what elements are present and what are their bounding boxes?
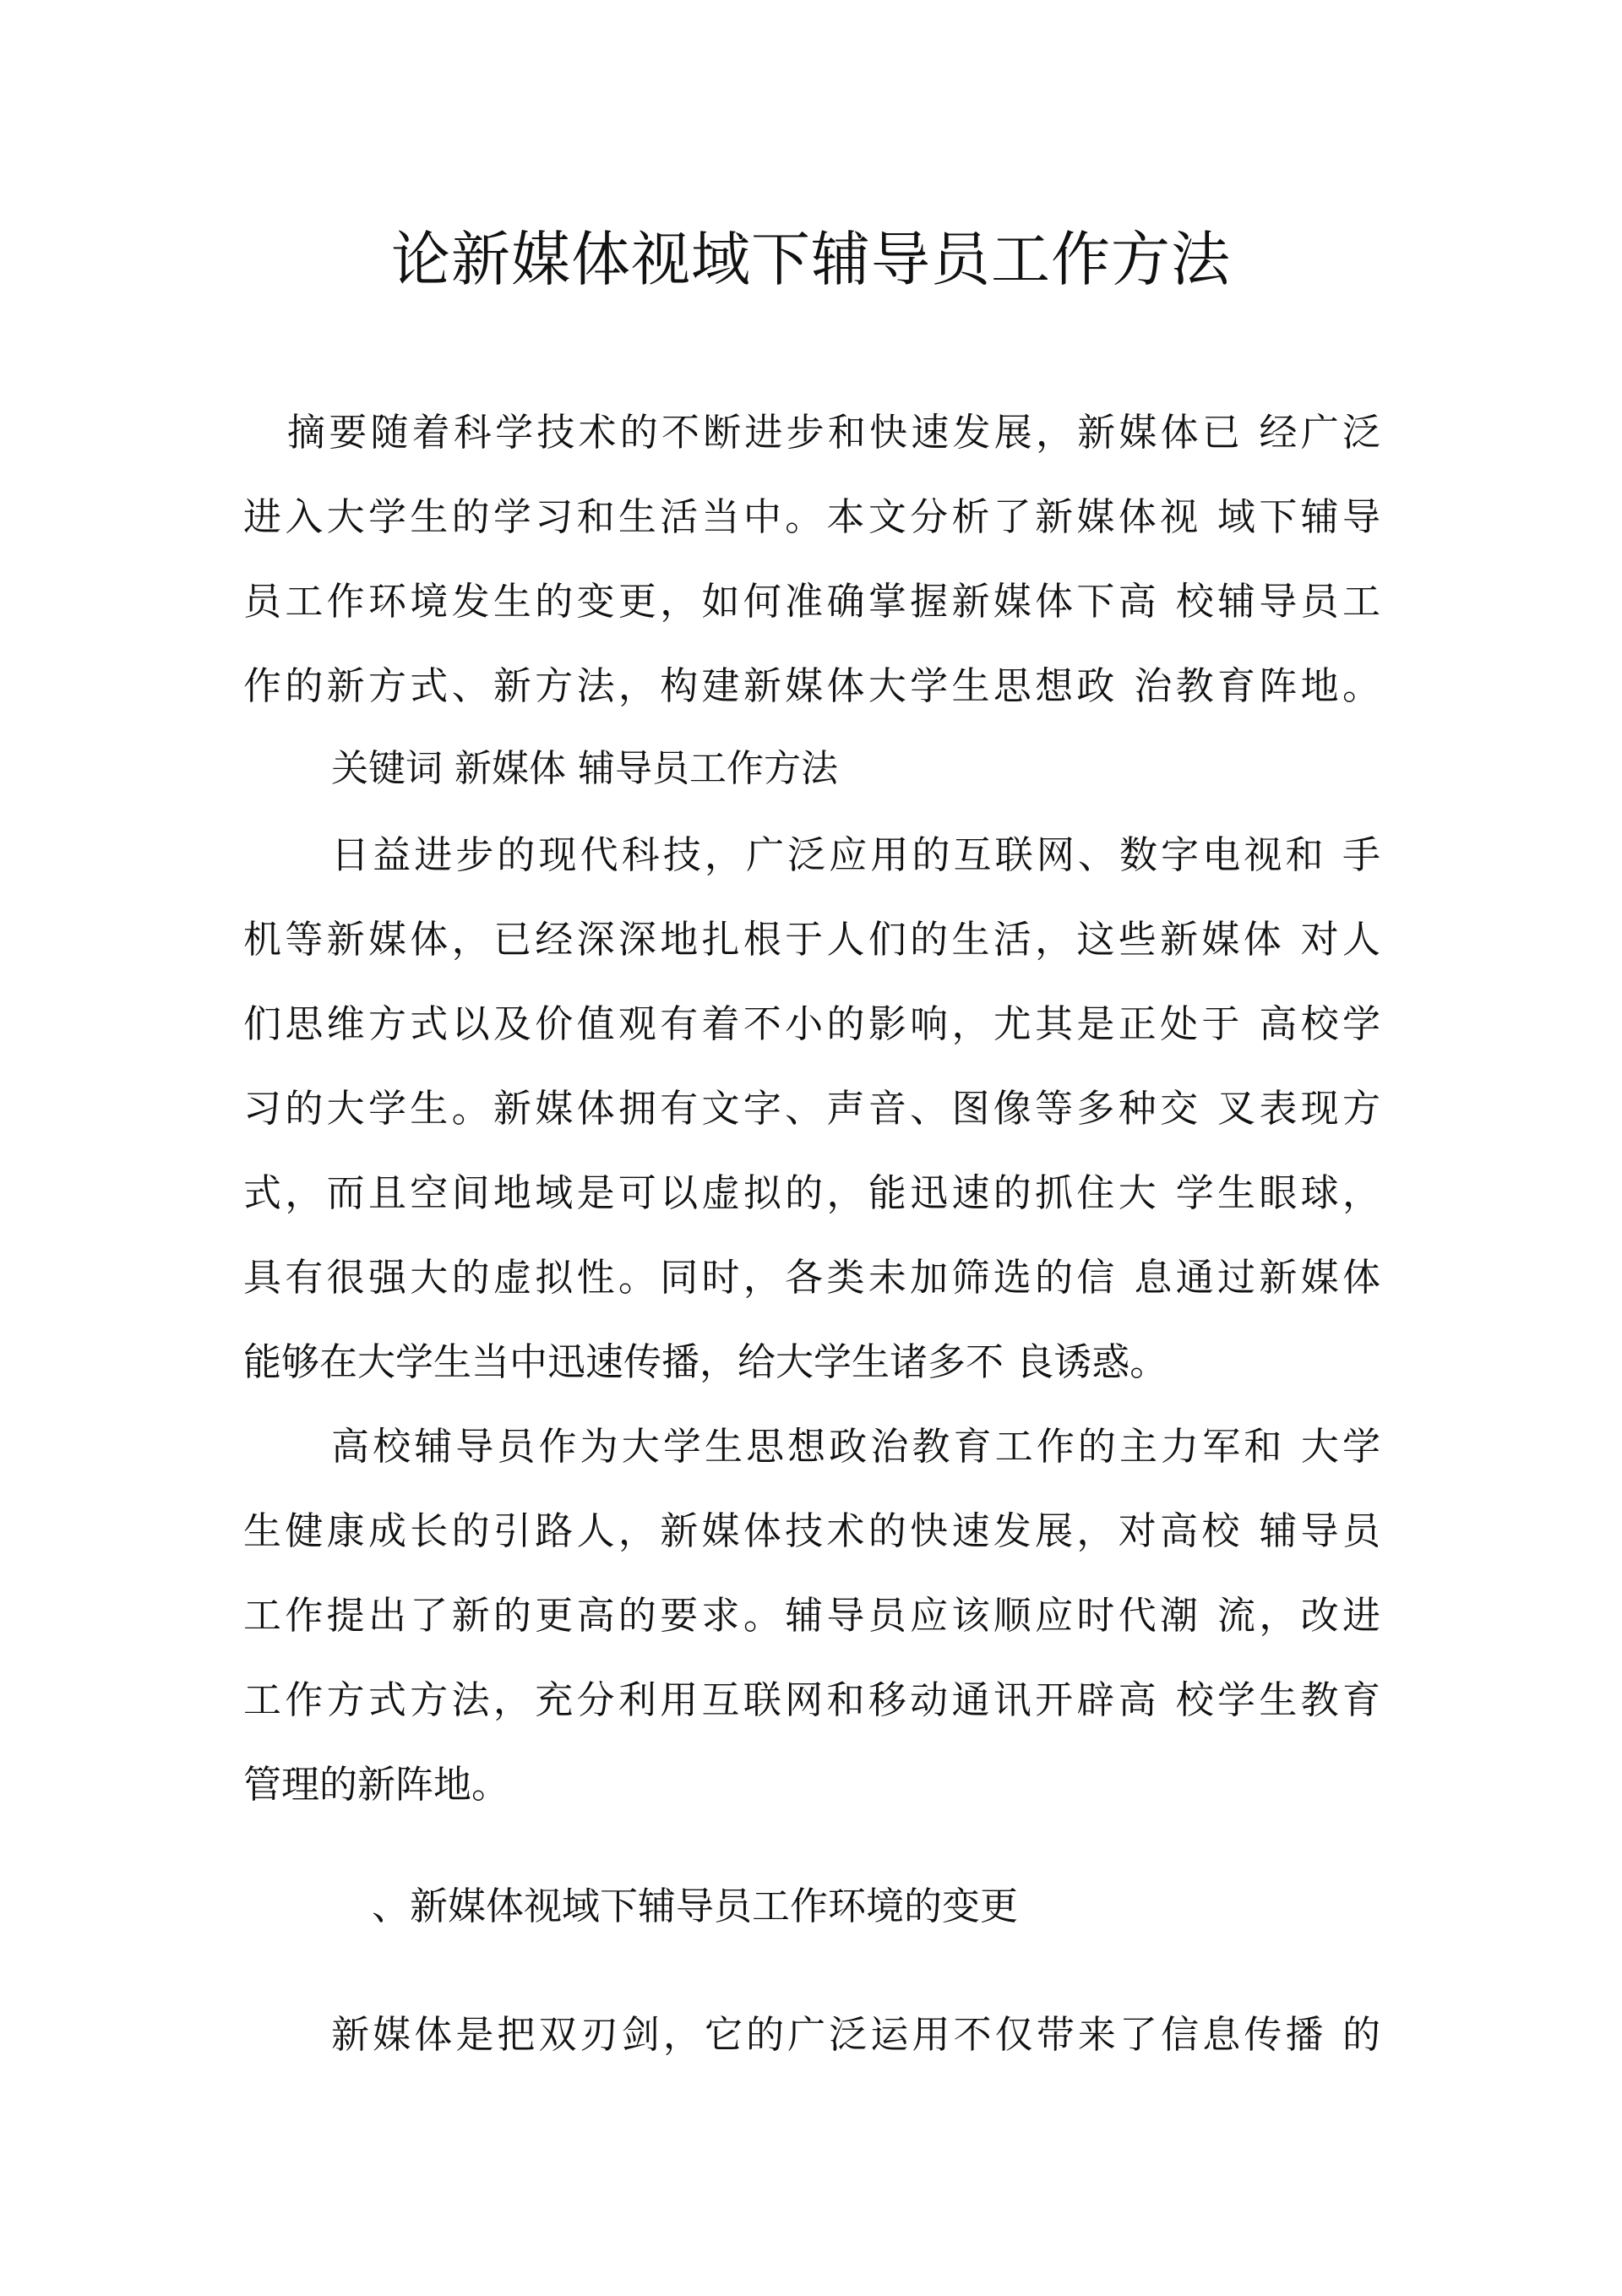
paragraph-line: 日益进步的现代科技，广泛应用的互联网、数字电视和 手 <box>331 832 1380 877</box>
keywords-line: 关键词 新媒体 辅导员工作方法 <box>331 747 838 790</box>
paragraph-line: 高校辅导员作为大学生思想政治教育工作的主力军和 大学 <box>331 1424 1380 1469</box>
paragraph-line: 新媒体是把双刃剑，它的广泛运用不仅带来了信息传播 的 <box>331 2012 1380 2057</box>
paragraph-line: 机等新媒体，已经深深地扎根于人们的生活，这些新媒体 对人 <box>243 917 1380 962</box>
paragraph-line: 们思维方式以及价值观有着不小的影响，尤其是正处于 高校学 <box>243 1001 1380 1046</box>
abstract-line: 摘要随着科学技术的不断进步和快速发展，新媒体已 经广泛 <box>287 410 1380 455</box>
paragraph-line: 能够在大学生当中迅速传播，给大学生诸多不 良诱惑。 <box>243 1339 1168 1384</box>
paragraph-line: 具有很强大的虚拟性。同时，各类未加筛选的信 息通过新媒体 <box>243 1255 1380 1300</box>
section-heading: 、新媒体视域下辅导员工作环境的变更 <box>372 1884 1019 1928</box>
abstract-line: 进入大学生的学习和生活当中。本文分析了新媒体视 域下辅导 <box>243 494 1380 539</box>
paragraph-line: 工作方式方法，充分利用互联网和移动通讯开辟高 校学生教育 <box>243 1677 1380 1722</box>
document-title: 论新媒体视域下辅导员工作方法 <box>391 225 1231 294</box>
abstract-line: 员工作环境发生的变更，如何准确掌握新媒体下高 校辅导员工 <box>243 579 1380 624</box>
paragraph-line: 工作提出了新的更高的要求。辅导员应该顺应时代潮 流，改进 <box>243 1593 1380 1638</box>
paragraph-line: 管理的新阵地。 <box>243 1762 510 1807</box>
paragraph-line: 习的大学生。新媒体拥有文字、声音、图像等多种交 叉表现方 <box>243 1086 1380 1131</box>
paragraph-line: 式，而且空间地域是可以虚拟的，能迅速的抓住大 学生眼球， <box>243 1170 1380 1215</box>
abstract-line: 作的新方式、新方法，构建新媒体大学生思想政 治教育阵地。 <box>243 663 1380 708</box>
paragraph-line: 生健康成长的引路人，新媒体技术的快速发展，对高校 辅导员 <box>243 1508 1380 1553</box>
